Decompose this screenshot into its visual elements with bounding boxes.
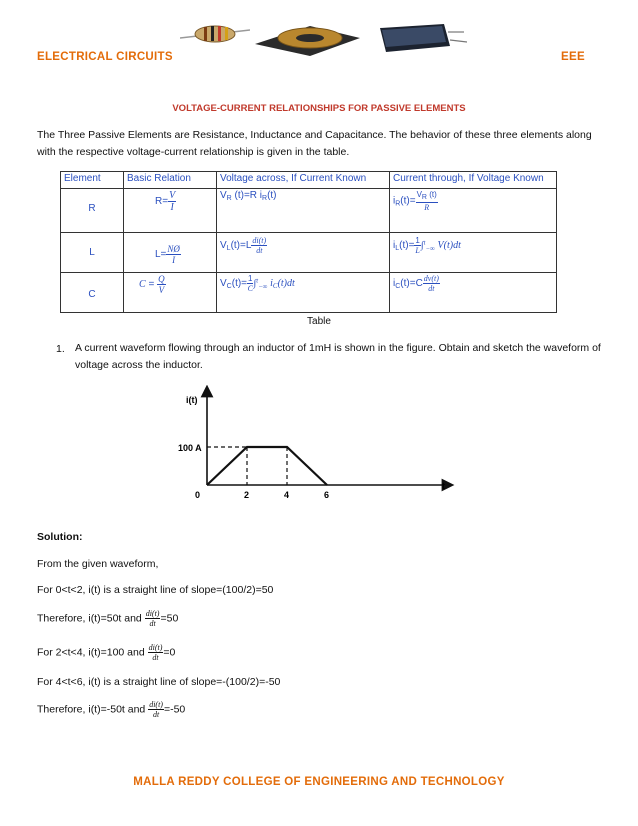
solution-line: For 2<t<4, i(t)=100 and $\frac{di(t)}{dt}$ =0 xyxy=(37,643,176,662)
tick-label: 6 xyxy=(324,490,330,500)
tick-label: 2 xyxy=(244,490,250,500)
page-title: VOLTAGE-CURRENT RELATIONSHIPS FOR PASSIVE ELEMENTS xyxy=(172,103,466,114)
header-left: ELECTRICAL CIRCUITS xyxy=(37,51,173,63)
relations-table xyxy=(60,171,557,313)
header-right: EEE xyxy=(561,51,585,63)
table-row xyxy=(61,189,557,233)
basic-relation-cell: L= $\frac{NØ}{I}$ xyxy=(124,233,217,273)
x-axis-label: t xyxy=(442,481,445,491)
voltage-cell: $V_C(t)=$ $\frac{1}{C}$ ∫$^t_{-\infty}$ $i_C(t)dt$ xyxy=(217,273,390,313)
tick-label: 4 xyxy=(284,490,290,500)
table-header-row xyxy=(61,172,557,189)
table-row xyxy=(61,233,557,273)
solution-text: =0 xyxy=(163,646,176,659)
element-cell: C xyxy=(61,273,124,313)
solution-heading: Solution: xyxy=(37,531,83,543)
solution-line: For 4<t<6, i(t) is a straight line of slope=-(100/2)=-50 xyxy=(37,676,281,688)
solution-line: For 0<t<2, i(t) is a straight line of slope=(100/2)=50 xyxy=(37,584,274,596)
level-label: 100 A xyxy=(178,443,202,453)
element-cell: R xyxy=(61,189,124,233)
solution-text: For 2<t<4, i(t)=100 and xyxy=(37,646,148,659)
element-cell: L xyxy=(61,233,124,273)
current-waveform-graph xyxy=(170,385,460,510)
basic-relation-cell: R= $\frac{V}{I}$ xyxy=(124,189,217,233)
question-number: 1. xyxy=(56,343,65,355)
capacitor-image xyxy=(372,22,467,56)
intro-paragraph: The Three Passive Elements are Resistance, Inductance and Capacitance. The behavior of these three elements along with the respective voltage-current relationship is given in the table. xyxy=(37,129,592,158)
table-header-cell: Voltage across, If Current Known xyxy=(217,172,390,189)
footer: MALLA REDDY COLLEGE OF ENGINEERING AND TECHNOLOGY xyxy=(133,776,505,788)
solution-text: Therefore, i(t)=50t and xyxy=(37,612,145,625)
table-header-cell: Basic Relation xyxy=(124,172,217,189)
solution-line: Therefore, i(t)=50t and $\frac{di(t)}{dt}$ =50 xyxy=(37,609,179,628)
solution-line: Therefore, i(t)=-50t and $\frac{di(t)}{dt}$ =-50 xyxy=(37,700,186,719)
voltage-cell: $V_L(t)=L$ $\frac{di(t)}{dt}$ xyxy=(217,233,390,273)
y-axis-label: i(t) xyxy=(186,395,198,405)
current-cell: $i_C(t)=C$ $\frac{dv(t)}{dt}$ xyxy=(390,273,557,313)
solution-text: =50 xyxy=(160,612,179,625)
basic-relation-cell: C = $\frac{Q}{V}$ xyxy=(124,273,217,313)
table-header-cell: Current through, If Voltage Known xyxy=(390,172,557,189)
toroid-inductor-image xyxy=(255,24,360,56)
tick-label: 0 xyxy=(195,490,201,500)
current-cell: $i_R(t)=$ $\frac{VR (t)}{R}$ xyxy=(390,189,557,233)
solution-text: =-50 xyxy=(163,703,186,716)
resistor-image xyxy=(180,20,250,50)
current-cell: $i_L(t)=$ $\frac{1}{L}$ ∫$^t_{-\infty}$ V(t)dt xyxy=(390,233,557,273)
solution-text: Therefore, i(t)=-50t and xyxy=(37,703,149,716)
solution-line: From the given waveform, xyxy=(37,558,159,570)
table-row xyxy=(61,273,557,313)
waveform-line xyxy=(207,447,327,485)
table-header-cell: Element xyxy=(61,172,124,189)
table-caption: Table xyxy=(307,316,331,327)
voltage-cell: $V_R$ (t)=R $i_R(t)$ xyxy=(217,189,390,233)
question-text: A current waveform flowing through an inductor of 1mH is shown in the figure. Obtain and sketch the waveform of voltage across the inductor. xyxy=(75,342,601,371)
